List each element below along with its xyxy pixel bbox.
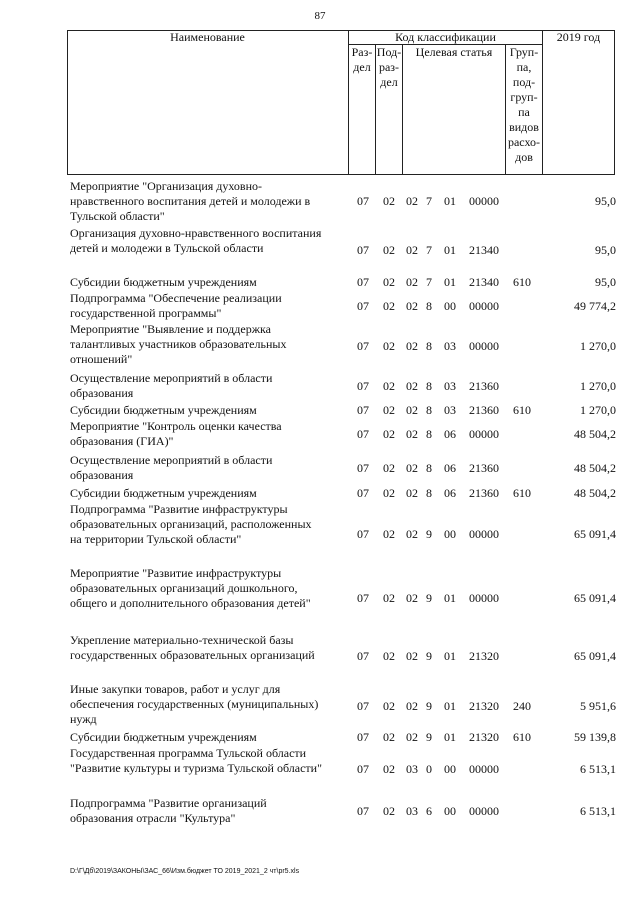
row-name-line: Укрепление материально-технической базы [70,633,294,647]
row-podrazdel: 02 [383,591,395,605]
row-vid: 240 [513,699,531,713]
row-name-line: талантливых участников образовательных [70,337,287,351]
row-vid: 610 [513,486,531,500]
header-vid-line: расхо- [507,135,541,149]
row-amount: 6 513,1 [580,762,616,776]
row-amount: 1 270,0 [580,379,616,393]
row-name [70,275,352,290]
row-name-line: обеспечения государственных (муниципальных) [70,697,319,711]
row-name [70,633,352,663]
row-amount: 95,0 [595,243,616,257]
row-razdel: 07 [357,403,369,417]
header-vid-line: под- [512,75,536,89]
row-cs-subprogram: 9 [426,527,432,541]
row-cs-subprogram: 8 [426,339,432,353]
row-cs-direction: 21360 [469,461,499,475]
row-name [70,453,352,483]
row-cs-program: 02 [406,649,418,663]
row-razdel: 07 [357,486,369,500]
row-cs-direction: 21320 [469,699,499,713]
row-name [70,566,352,611]
row-cs-direction: 00000 [469,804,499,818]
row-vid: 610 [513,275,531,289]
row-cs-direction: 00000 [469,339,499,353]
row-name [70,682,352,727]
row-cs-program: 02 [406,379,418,393]
row-name-line: Тульской области" [70,209,165,223]
row-name [70,322,352,367]
header-podrazdel-line: дел [380,75,398,89]
row-razdel: 07 [357,762,369,776]
row-podrazdel: 02 [383,649,395,663]
row-name-line: государственной программы" [70,306,222,320]
row-cs-subprogram: 8 [426,427,432,441]
row-cs-direction: 21340 [469,275,499,289]
row-podrazdel: 02 [383,194,395,208]
row-name-line: Осуществление мероприятий в области [70,453,273,467]
row-cs-event: 00 [444,804,456,818]
row-name-line: общего и дополнительного образования детей" [70,596,311,610]
row-name-line: Осуществление мероприятий в области [70,371,273,385]
row-name-line: образования (ГИА)" [70,434,174,448]
row-cs-event: 03 [444,339,456,353]
row-name-line: образовательных организаций дошкольного, [70,581,298,595]
row-amount: 48 504,2 [574,486,616,500]
row-cs-subprogram: 0 [426,762,432,776]
row-cs-direction: 21340 [469,243,499,257]
row-cs-event: 06 [444,461,456,475]
row-podrazdel: 02 [383,339,395,353]
row-amount: 48 504,2 [574,461,616,475]
row-cs-event: 01 [444,275,456,289]
row-podrazdel: 02 [383,486,395,500]
row-podrazdel: 02 [383,427,395,441]
row-name [70,371,352,401]
row-razdel: 07 [357,461,369,475]
row-cs-event: 01 [444,699,456,713]
row-cs-event: 01 [444,591,456,605]
header-vid-line: Груп- [509,45,539,59]
row-razdel: 07 [357,379,369,393]
row-name [70,419,352,449]
row-name-line: Субсидии бюджетным учреждениям [70,486,257,500]
row-cs-event: 01 [444,243,456,257]
row-cs-subprogram: 8 [426,403,432,417]
header-podrazdel-line: раз- [378,60,400,74]
row-vid: 610 [513,730,531,744]
row-name-line: Субсидии бюджетным учреждениям [70,403,257,417]
header-vid-line: видов [509,120,539,134]
row-podrazdel: 02 [383,403,395,417]
row-cs-program: 02 [406,699,418,713]
row-cs-subprogram: 7 [426,243,432,257]
row-amount: 5 951,6 [580,699,616,713]
row-name [70,179,352,224]
row-name [70,746,352,776]
row-cs-event: 00 [444,762,456,776]
row-razdel: 07 [357,427,369,441]
row-cs-event: 06 [444,486,456,500]
row-cs-program: 02 [406,427,418,441]
row-podrazdel: 02 [383,243,395,257]
row-name-line: Мероприятие "Выявление и поддержка [70,322,271,336]
row-cs-event: 01 [444,730,456,744]
row-cs-program: 02 [406,591,418,605]
row-razdel: 07 [357,339,369,353]
row-podrazdel: 02 [383,699,395,713]
row-name [70,486,352,501]
row-name-line: Мероприятие "Контроль оценки качества [70,419,282,433]
row-amount: 48 504,2 [574,427,616,441]
row-cs-subprogram: 6 [426,804,432,818]
row-razdel: 07 [357,243,369,257]
row-cs-direction: 00000 [469,762,499,776]
row-razdel: 07 [357,299,369,313]
row-amount: 1 270,0 [580,339,616,353]
row-amount: 95,0 [595,194,616,208]
row-name-line: детей и молодежи в Тульской области [70,241,264,255]
row-cs-event: 00 [444,527,456,541]
row-podrazdel: 02 [383,299,395,313]
row-podrazdel: 02 [383,762,395,776]
row-name [70,502,352,547]
row-name-line: нужд [70,712,97,726]
row-podrazdel: 02 [383,730,395,744]
row-cs-direction: 00000 [469,194,499,208]
row-cs-subprogram: 9 [426,591,432,605]
row-cs-program: 03 [406,804,418,818]
row-cs-direction: 21360 [469,403,499,417]
row-podrazdel: 02 [383,527,395,541]
row-razdel: 07 [357,194,369,208]
row-cs-subprogram: 9 [426,699,432,713]
row-name-line: Государственная программа Тульской области [70,746,307,760]
row-razdel: 07 [357,591,369,605]
row-cs-subprogram: 7 [426,275,432,289]
row-name-line: Иные закупки товаров, работ и услуг для [70,682,281,696]
row-cs-program: 02 [406,730,418,744]
row-amount: 65 091,4 [574,527,616,541]
row-cs-direction: 00000 [469,591,499,605]
header-celevaya: Целевая статья [415,45,493,59]
row-cs-event: 06 [444,427,456,441]
row-cs-program: 02 [406,339,418,353]
row-podrazdel: 02 [383,379,395,393]
header-vid-line: груп- [510,90,538,104]
header-podrazdel-line: Под- [376,45,402,59]
row-amount: 65 091,4 [574,591,616,605]
row-podrazdel: 02 [383,275,395,289]
row-cs-subprogram: 8 [426,379,432,393]
row-cs-subprogram: 9 [426,730,432,744]
file-path-footer: D:\Г\Дб\2019\ЗАКОНЫ\ЗАС_66\Изм.бюджет ТО 2019_2021_2 чт\pr5.xls [70,868,300,875]
row-cs-event: 03 [444,403,456,417]
row-name-line: "Развитие культуры и туризма Тульской области" [70,761,322,775]
row-name-line: Организация духовно-нравственного воспитания [70,226,322,240]
row-name-line: Субсидии бюджетным учреждениям [70,275,257,289]
row-name-line: Подпрограмма "Развитие организаций [70,796,267,810]
header-name: Наименование [170,30,245,44]
row-cs-program: 02 [406,299,418,313]
row-amount: 6 513,1 [580,804,616,818]
row-amount: 59 139,8 [574,730,616,744]
row-cs-direction: 00000 [469,427,499,441]
row-amount: 95,0 [595,275,616,289]
header-vid-line: дов [515,150,533,164]
header-code-group: Код классификации [395,30,496,44]
row-razdel: 07 [357,275,369,289]
row-name-line: отношений" [70,352,133,366]
row-amount: 65 091,4 [574,649,616,663]
row-name [70,730,352,745]
row-name-line: Подпрограмма "Развитие инфраструктуры [70,502,288,516]
row-podrazdel: 02 [383,461,395,475]
header-vid-line: па [518,105,530,119]
row-cs-event: 01 [444,194,456,208]
row-razdel: 07 [357,527,369,541]
row-cs-program: 02 [406,243,418,257]
row-name-line: образования [70,386,134,400]
row-cs-program: 02 [406,486,418,500]
row-name-line: образовательных организаций, расположенных [70,517,312,531]
row-name-line: Подпрограмма "Обеспечение реализации [70,291,282,305]
row-cs-program: 03 [406,762,418,776]
row-cs-program: 02 [406,194,418,208]
row-razdel: 07 [357,649,369,663]
header-razdel-line: Раз- [351,45,373,59]
row-amount: 49 774,2 [574,299,616,313]
row-cs-direction: 21360 [469,486,499,500]
row-cs-direction: 00000 [469,527,499,541]
row-cs-event: 00 [444,299,456,313]
row-name [70,796,352,826]
header-vid-line: па, [516,60,532,74]
row-name [70,403,352,418]
row-name-line: образования отрасли "Культура" [70,811,236,825]
row-name-line: Субсидии бюджетным учреждениям [70,730,257,744]
row-amount: 1 270,0 [580,403,616,417]
row-name [70,291,352,321]
row-cs-direction: 21320 [469,649,499,663]
row-vid: 610 [513,403,531,417]
row-cs-subprogram: 8 [426,486,432,500]
page-number: 87 [314,10,326,22]
row-cs-direction: 21360 [469,379,499,393]
header-year: 2019 год [556,30,601,44]
row-cs-subprogram: 8 [426,299,432,313]
row-name-line: государственных образовательных организаций [70,648,315,662]
row-name-line: Мероприятие "Развитие инфраструктуры [70,566,282,580]
row-cs-event: 03 [444,379,456,393]
row-name-line: образования [70,468,134,482]
row-cs-subprogram: 8 [426,461,432,475]
row-cs-program: 02 [406,275,418,289]
row-cs-direction: 21320 [469,730,499,744]
row-cs-direction: 00000 [469,299,499,313]
row-razdel: 07 [357,730,369,744]
row-name-line: на территории Тульской области" [70,532,242,546]
row-name-line: Мероприятие "Организация духовно- [70,179,263,193]
row-cs-event: 01 [444,649,456,663]
row-cs-program: 02 [406,461,418,475]
row-cs-program: 02 [406,527,418,541]
row-cs-subprogram: 9 [426,649,432,663]
row-podrazdel: 02 [383,804,395,818]
row-razdel: 07 [357,699,369,713]
row-razdel: 07 [357,804,369,818]
row-name [70,226,352,256]
row-cs-program: 02 [406,403,418,417]
header-razdel-line: дел [353,60,371,74]
row-cs-subprogram: 7 [426,194,432,208]
row-name-line: нравственного воспитания детей и молодежи в [70,194,311,208]
